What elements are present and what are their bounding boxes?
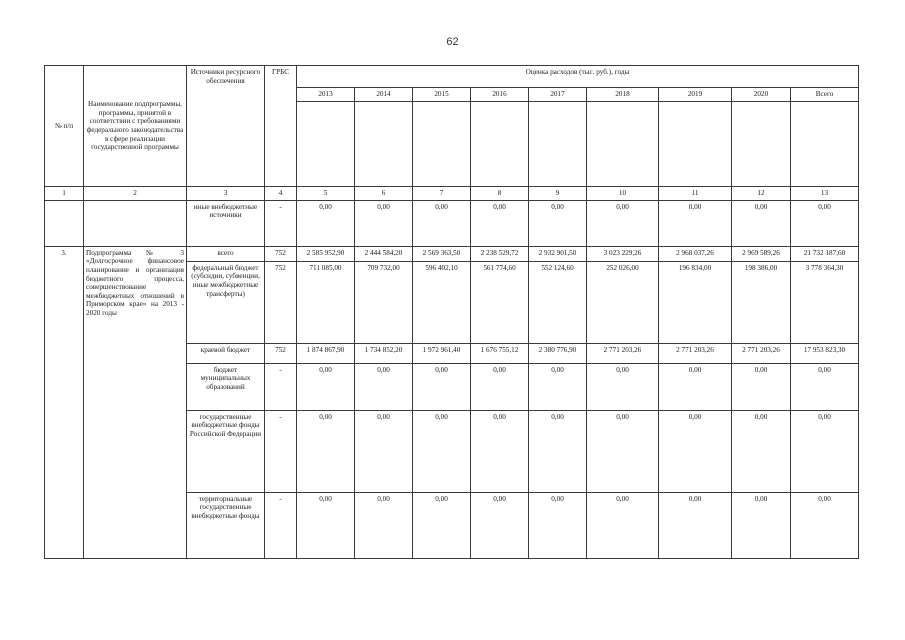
grbs-cell: 752 (265, 246, 297, 261)
value-cell: 0,00 (471, 200, 529, 246)
value-cell: 0,00 (791, 363, 859, 410)
value-cell: 3 023 229,26 (587, 246, 659, 261)
col-number: 13 (791, 187, 859, 201)
value-cell: 0,00 (791, 200, 859, 246)
value-cell: 0,00 (413, 200, 471, 246)
header-grbs: ГРБС (265, 66, 297, 187)
budget-table (44, 65, 859, 559)
value-cell: 2 569 363,50 (413, 246, 471, 261)
value-cell: 0,00 (355, 492, 413, 558)
col-number: 7 (413, 187, 471, 201)
grbs-cell: - (265, 410, 297, 492)
value-cell: 1 874 867,90 (297, 343, 355, 363)
value-cell: 0,00 (413, 410, 471, 492)
value-cell: 1 734 852,20 (355, 343, 413, 363)
value-cell: 0,00 (587, 492, 659, 558)
value-cell: 2 771 203,26 (659, 343, 732, 363)
header-sources: Источники ресурсного обеспечения (187, 66, 265, 187)
table-row (45, 200, 859, 246)
value-cell: 0,00 (732, 492, 791, 558)
value-cell: 198 386,00 (732, 261, 791, 343)
col-number: 12 (732, 187, 791, 201)
value-cell: 0,00 (587, 200, 659, 246)
col-number: 6 (355, 187, 413, 201)
value-cell: 0,00 (791, 492, 859, 558)
col-number: 10 (587, 187, 659, 201)
subprogram-num: 3. (45, 246, 84, 558)
table-row (45, 246, 859, 261)
source-label: федеральный бюджет (субсидии, субвенции, иные межбюджетные трансферты) (187, 261, 265, 343)
value-cell: 2 771 203,26 (587, 343, 659, 363)
header-year: 2017 (529, 88, 587, 102)
value-cell: 0,00 (587, 363, 659, 410)
header-year-total: Всего (791, 88, 859, 102)
source-label: всего (187, 246, 265, 261)
col-number: 4 (265, 187, 297, 201)
value-cell: 0,00 (355, 410, 413, 492)
col-number: 1 (45, 187, 84, 201)
value-cell: 0,00 (529, 363, 587, 410)
value-cell: 2 968 037,26 (659, 246, 732, 261)
value-cell: 0,00 (413, 363, 471, 410)
grbs-cell: - (265, 492, 297, 558)
value-cell: 0,00 (297, 363, 355, 410)
value-cell: 561 774,60 (471, 261, 529, 343)
value-cell: 1 972 961,40 (413, 343, 471, 363)
header-num: № п/п (45, 66, 84, 187)
value-cell: 0,00 (732, 410, 791, 492)
value-cell: 0,00 (355, 200, 413, 246)
value-cell: 196 834,00 (659, 261, 732, 343)
value-cell: 3 778 364,30 (791, 261, 859, 343)
value-cell: 0,00 (529, 200, 587, 246)
source-label: краевой бюджет (187, 343, 265, 363)
value-cell: 0,00 (471, 410, 529, 492)
value-cell: 0,00 (587, 410, 659, 492)
col-number: 8 (471, 187, 529, 201)
value-cell: 0,00 (659, 200, 732, 246)
header-year: 2014 (355, 88, 413, 102)
source-label: государственные внебюджетные фонды Российской Федерации (187, 410, 265, 492)
value-cell: 709 732,00 (355, 261, 413, 343)
value-cell: 0,00 (297, 410, 355, 492)
grbs-cell: - (265, 200, 297, 246)
value-cell: 0,00 (659, 363, 732, 410)
value-cell: 552 124,60 (529, 261, 587, 343)
value-cell: 2 969 589,26 (732, 246, 791, 261)
value-cell: 21 732 187,60 (791, 246, 859, 261)
value-cell: 2 771 203,26 (732, 343, 791, 363)
header-year: 2018 (587, 88, 659, 102)
value-cell: 0,00 (471, 363, 529, 410)
header-year: 2019 (659, 88, 732, 102)
grbs-cell: 752 (265, 261, 297, 343)
col-number: 3 (187, 187, 265, 201)
header-year: 2016 (471, 88, 529, 102)
value-cell: 0,00 (297, 492, 355, 558)
col-number: 9 (529, 187, 587, 201)
value-cell: 0,00 (529, 410, 587, 492)
value-cell: 0,00 (732, 363, 791, 410)
source-label: иные внебюджетные источники (187, 200, 265, 246)
subprogram-name: Подпрограмма № 3 «Долгосрочное финансовое планирование и организация бюджетного процесса, совершенствование межбюджетных отношений в Приморском крае» на 2013 - 2020 годы (84, 246, 187, 558)
value-cell: 17 953 823,30 (791, 343, 859, 363)
col-number: 2 (84, 187, 187, 201)
grbs-cell: - (265, 363, 297, 410)
col-number: 11 (659, 187, 732, 201)
value-cell: 0,00 (413, 492, 471, 558)
header-year: 2013 (297, 88, 355, 102)
value-cell: 0,00 (529, 492, 587, 558)
value-cell: 596 402,10 (413, 261, 471, 343)
value-cell: 0,00 (659, 492, 732, 558)
value-cell: 1 676 755,12 (471, 343, 529, 363)
value-cell: 0,00 (732, 200, 791, 246)
header-year: 2015 (413, 88, 471, 102)
page-number: 62 (446, 36, 459, 48)
value-cell: 0,00 (791, 410, 859, 492)
grbs-cell: 752 (265, 343, 297, 363)
header-name: Наименование подпрограммы, программы, принятой в соответствии с требованиями федерального законодательства в сфере реализации государственной программы (84, 66, 187, 187)
value-cell: 2 444 584,20 (355, 246, 413, 261)
value-cell: 0,00 (659, 410, 732, 492)
value-cell: 0,00 (355, 363, 413, 410)
value-cell: 252 026,00 (587, 261, 659, 343)
header-estimate: Оценка расходов (тыс. руб.), годы (297, 66, 859, 88)
value-cell: 2 932 901,50 (529, 246, 587, 261)
value-cell: 2 585 952,90 (297, 246, 355, 261)
value-cell: 711 085,00 (297, 261, 355, 343)
value-cell: 0,00 (471, 492, 529, 558)
value-cell: 0,00 (297, 200, 355, 246)
source-label: бюджет муниципальных образований (187, 363, 265, 410)
col-number: 5 (297, 187, 355, 201)
value-cell: 2 380 776,90 (529, 343, 587, 363)
source-label: территориальные государственные внебюджетные фонды (187, 492, 265, 558)
value-cell: 2 238 529,72 (471, 246, 529, 261)
header-year: 2020 (732, 88, 791, 102)
